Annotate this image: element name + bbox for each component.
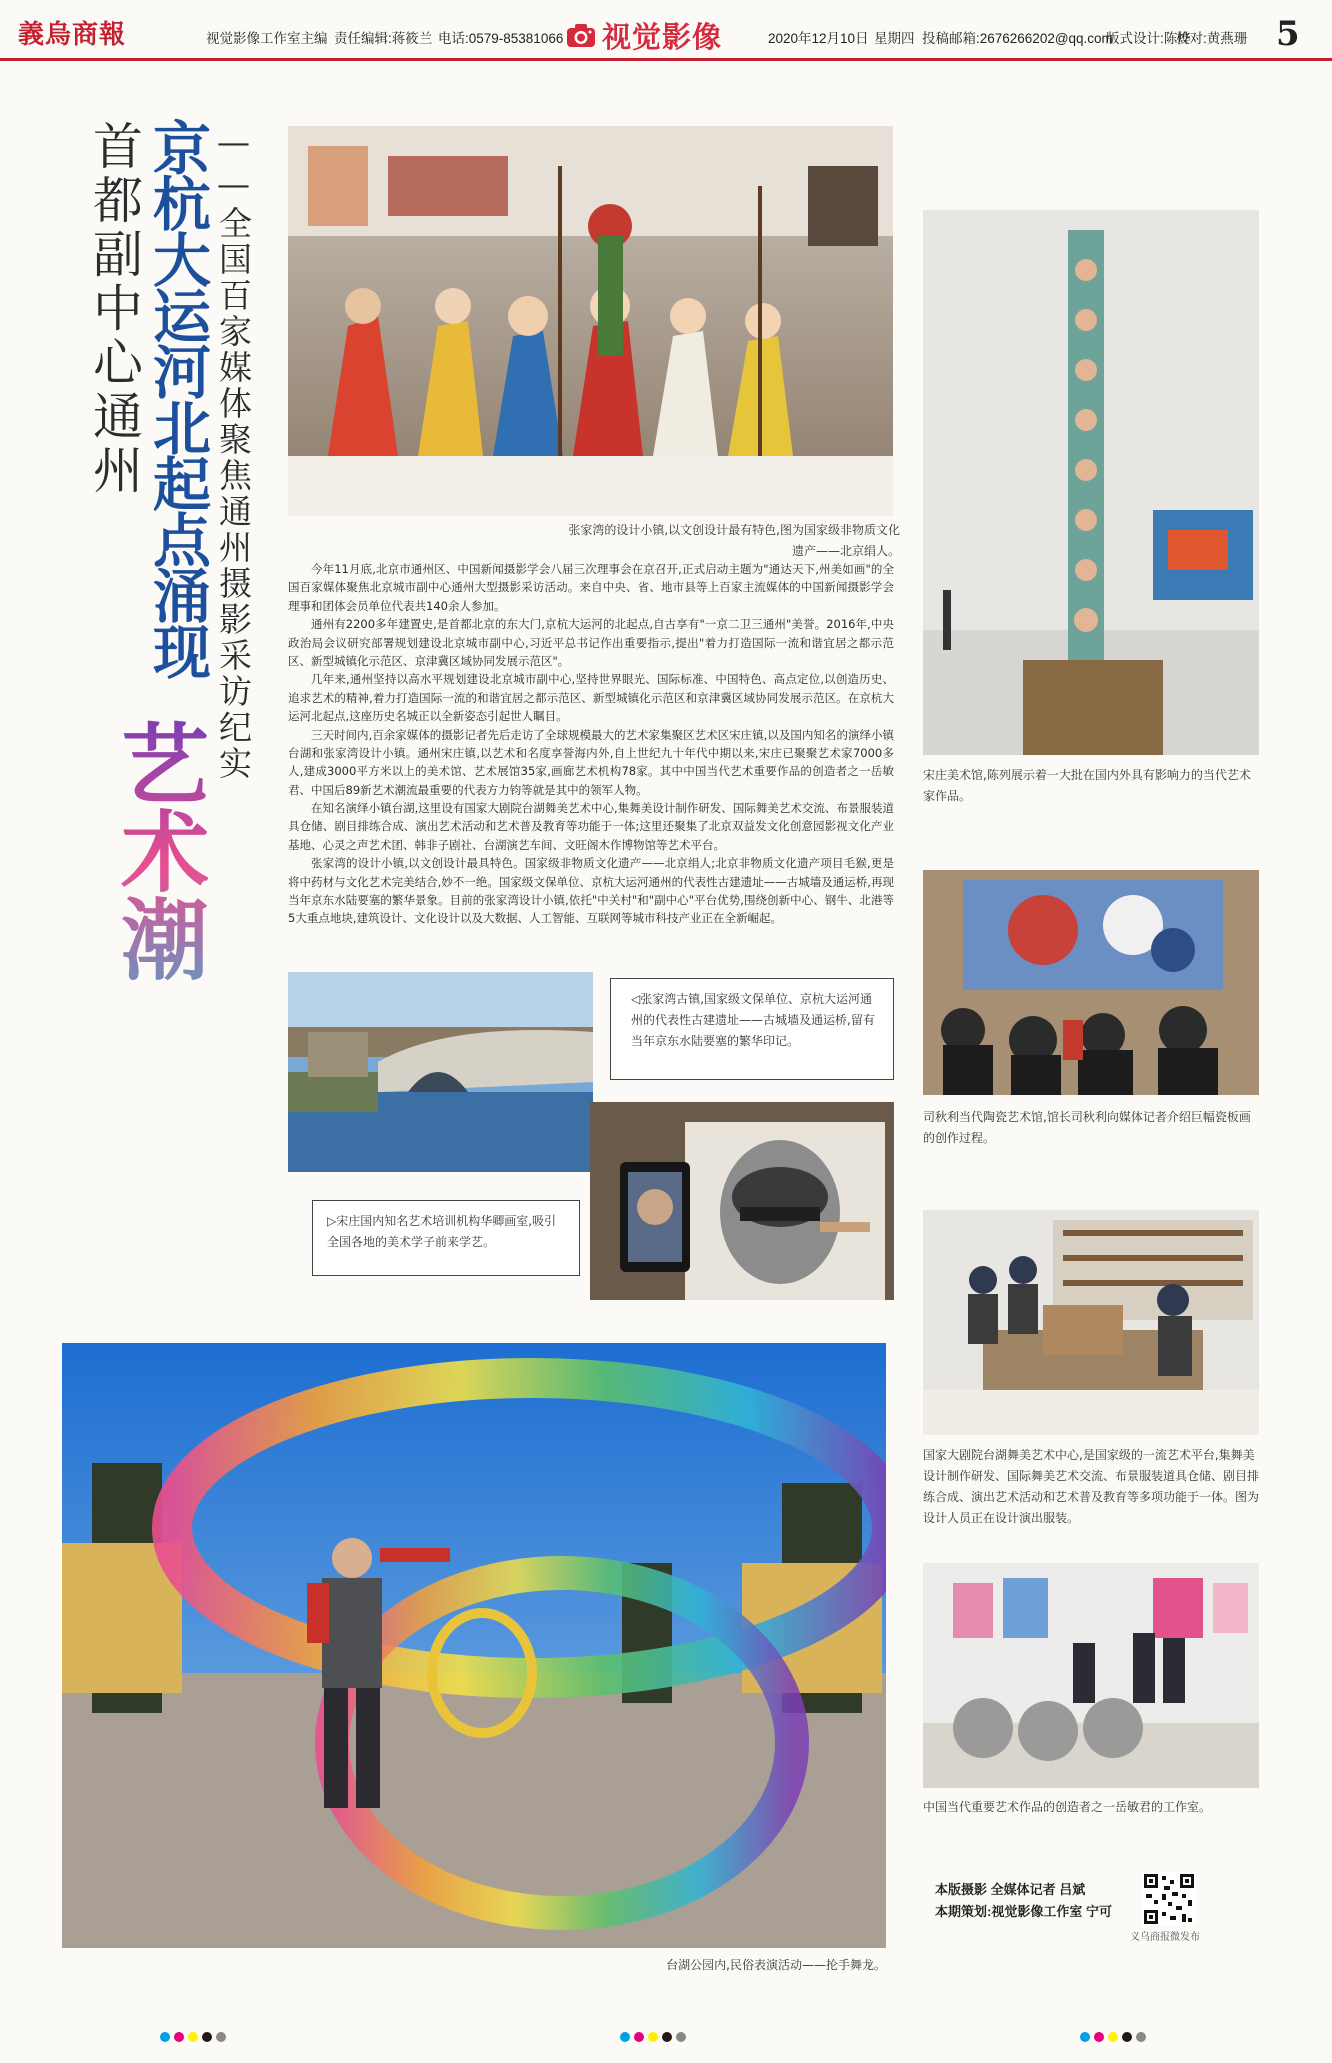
headline-subtitle: ——全国百家媒体聚焦通州摄影采访纪实	[214, 122, 253, 782]
registration-dot	[1122, 2032, 1132, 2042]
article-paragraph: 在知名演绎小镇台湖,这里设有国家大剧院台湖舞美艺术中心,集舞美设计制作研发、国际舞美艺术交流、布景服装道具仓储、剧目排练合成、演出艺术活动和艺术普及教育等功能于一体;这里还聚集了北京双益发文化创意园影视文化产业基地、心灵之声艺术团、韩非子剧社、台湖演艺车间、文旺阁木作博物馆等艺术平台。	[288, 801, 894, 852]
article-paragraph: 今年11月底,北京市通州区、中国新闻摄影学会八届三次理事会在京召开,正式启动主题为"通达天下,州美如画"的全国百家媒体聚焦北京城市副中心通州大型摄影采访活动。来自中央、省、地市县等上百家主流媒体的中国新闻摄影学会理事和团体会员单位代表共140余人参加。	[288, 562, 894, 613]
studio-credit: 视觉影像工作室主编	[206, 31, 328, 46]
phone-number: 电话:0579-85381066	[438, 31, 564, 46]
photo-dragon-ribbon-dance	[62, 1343, 886, 1948]
caption-dragon-ribbon-dance: 台湖公园内,民俗表演活动——抡手舞龙。	[666, 1958, 886, 1972]
photo-tongyun-bridge	[288, 972, 593, 1172]
photo-acrobat-sculpture	[923, 210, 1259, 755]
newspaper-logo[interactable]: 義烏商報	[18, 20, 127, 50]
section-logo[interactable]	[566, 18, 722, 52]
qr-code[interactable]	[1142, 1872, 1196, 1926]
registration-dots-center	[620, 2032, 686, 2042]
editor-credit: 责任编辑:蒋筱兰	[334, 31, 433, 46]
registration-dot	[676, 2032, 686, 2042]
registration-dot	[662, 2032, 672, 2042]
planning-credit: 本期策划:视觉影像工作室 宁可	[935, 1904, 1112, 1919]
page-number: 5	[1276, 14, 1300, 54]
photo-credit: 本版摄影 全媒体记者 吕斌	[935, 1882, 1086, 1897]
photo-portrait-sketch	[590, 1102, 894, 1300]
article-paragraph: 张家湾的设计小镇,以文创设计最具特色。国家级非物质文化遗产——北京绢人;北京非物质文化遗产项目毛猴,更是将中药材与文化艺术完美结合,妙不一绝。国家级文保单位、京杭大运河通州的代表性古建遗址——古城墙及通运桥,再现当年京东水陆要塞的繁华景象。目前的张家湾设计小镇,依托"中关村"和"副中心"平台优势,围绕创新中心、钢牛、北港等5大重点地块,建筑设计、文化设计以及大数据、人工智能、互联网等城市科技产业正在全新崛起。	[288, 856, 894, 926]
registration-dot	[174, 2032, 184, 2042]
masthead-rule	[0, 58, 1332, 61]
headline-main: 京杭大运河北起点涌现	[143, 118, 211, 678]
registration-dot	[1094, 2032, 1104, 2042]
caption-acrobat-sculpture: 宋庄美术馆,陈列展示着一大批在国内外具有影响力的当代艺术家作品。	[923, 768, 1251, 803]
section-title: 视觉影像	[602, 19, 723, 54]
registration-dot	[1108, 2032, 1118, 2042]
registration-dot	[188, 2032, 198, 2042]
registration-dot	[634, 2032, 644, 2042]
qr-code-icon	[1142, 1872, 1196, 1926]
article-paragraph: 通州有2200多年建置史,是首都北京的东大门,京杭大运河的北起点,自古享有"一京二卫三通州"美誉。2016年,中央政治局会议研究部署规划建设北京城市副中心,习近平总书记作出重要指示,提出"着力打造国际一流和谐宜居之都示范区、新型城镇化示范区、京津冀区域协同发展示范区"。	[288, 617, 894, 668]
photo-silk-figurines	[288, 126, 893, 516]
article-paragraph: 几年来,通州坚持以高水平规划建设北京城市副中心,坚持世界眼光、国际标准、中国特色、高点定位,以创造历史、追求艺术的精神,着力打造国际一流的和谐宜居之都示范区、新型城镇化示范区和京津冀区域协同发展示范区。在京杭大运河北起点,这座历史名城正以全新姿态引起世人瞩目。	[288, 672, 894, 724]
registration-dot	[1136, 2032, 1146, 2042]
registration-dot	[1080, 2032, 1090, 2042]
registration-dot	[620, 2032, 630, 2042]
caption-porcelain-painting: 司秋利当代陶瓷艺术馆,馆长司秋利向媒体记者介绍巨幅瓷板画的创作过程。	[923, 1110, 1251, 1145]
registration-dot	[202, 2032, 212, 2042]
registration-dot	[216, 2032, 226, 2042]
article-paragraph: 三天时间内,百余家媒体的摄影记者先后走访了全球规模最大的艺术家集聚区艺术区宋庄镇,以及国内知名的演绎小镇台湖和张家湾设计小镇。通州宋庄镇,以艺术和名度享誉海内外,自上世纪九十年代中期以来,宋庄已聚聚艺术家7000多人,建成3000平方米以上的美术馆、艺术展馆35家,画廊艺术机构78家。其中中国当代艺术重要作品的创造者之一岳敏君、中国后89新艺术潮流最重要的代表方力钧等就是其中的领军人物。	[288, 727, 894, 797]
photo-costume-design	[923, 1210, 1259, 1435]
caption-tongyun-bridge: ◁张家湾古镇,国家级文保单位、京杭大运河通州的代表性古建遗址——古城墙及通运桥,留有当年京东水陆要塞的繁华印记。	[610, 978, 894, 1080]
camera-icon	[566, 22, 596, 48]
registration-dot	[648, 2032, 658, 2042]
headline-art-tide: 艺术潮	[102, 718, 212, 1048]
photo-artist-studio	[923, 1563, 1259, 1788]
issue-weekday: 星期四	[874, 31, 915, 46]
caption-silk-figurines: 张家湾的设计小镇,以文创设计最有特色,图为国家级非物质文化遗产——北京绢人。	[568, 523, 900, 558]
caption-artist-studio: 中国当代重要艺术作品的创造者之一岳敏君的工作室。	[923, 1800, 1212, 1814]
caption-portrait-sketch: ▷宋庄国内知名艺术培训机构华卿画室,吸引全国各地的美术学子前来学艺。	[312, 1200, 580, 1276]
article-body	[288, 560, 894, 926]
headline-location: 首都副中心通州	[85, 120, 143, 498]
registration-dots-right	[1080, 2032, 1146, 2042]
caption-costume-design: 国家大剧院台湖舞美艺术中心,是国家级的一流艺术平台,集舞美设计制作研发、国际舞美艺术交流、布景服装道具仓储、剧目排练合成、演出艺术活动和艺术普及教育等多项功能于一体。图为设计人员正在设计演出服装。	[923, 1448, 1260, 1525]
registration-dots-left	[160, 2032, 226, 2042]
registration-dot	[160, 2032, 170, 2042]
layout-designer: 版式设计:陈烨	[1106, 31, 1191, 46]
photo-porcelain-painting	[923, 870, 1259, 1095]
submission-email[interactable]: 投稿邮箱:2676266202@qq.com	[922, 31, 1113, 46]
qr-label: 义乌商报微发布	[1130, 1932, 1200, 1943]
proofreader: 校对:黄燕珊	[1176, 31, 1248, 46]
issue-date: 2020年12月10日	[768, 31, 869, 46]
